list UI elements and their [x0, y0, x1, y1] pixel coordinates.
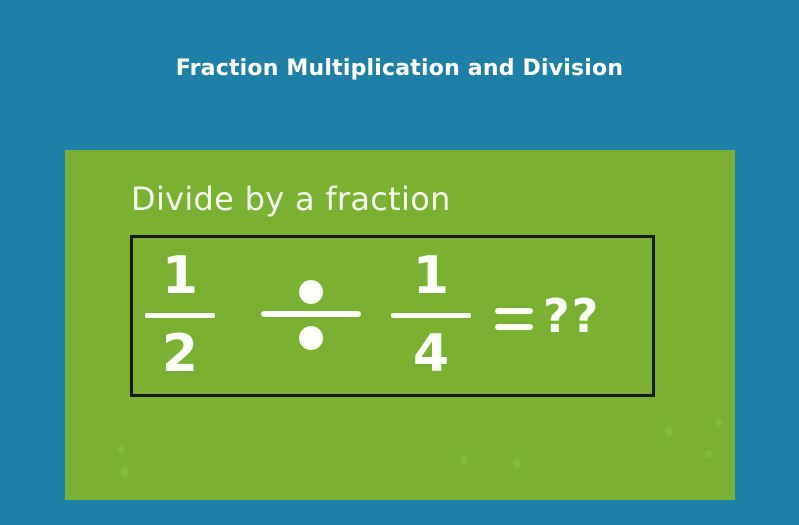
decorative-speck: [121, 468, 129, 476]
first-fraction: [145, 238, 215, 394]
second-fraction-denominator: 4: [412, 324, 450, 384]
fraction-bar: [391, 313, 471, 318]
first-fraction-numerator: 1: [161, 246, 199, 306]
equals-sign-icon: [495, 308, 533, 332]
decorative-speck: [117, 446, 125, 454]
decorative-speck: [705, 450, 713, 458]
decorative-speck: [715, 418, 723, 426]
divide-sign-icon: [261, 280, 361, 350]
decorative-speck: [513, 460, 521, 468]
page-title: Fraction Multiplication and Division: [175, 56, 624, 81]
second-fraction: [391, 238, 471, 394]
second-fraction-numerator: 1: [412, 246, 450, 306]
fraction-bar: [145, 313, 215, 318]
result-placeholder: ??: [543, 289, 601, 343]
first-fraction-denominator: 2: [161, 324, 199, 384]
lesson-panel: [65, 150, 735, 500]
decorative-speck: [665, 428, 673, 436]
decorative-speck: [460, 456, 468, 464]
equation-box: [130, 235, 655, 397]
lesson-heading: Divide by a fraction: [131, 180, 451, 218]
